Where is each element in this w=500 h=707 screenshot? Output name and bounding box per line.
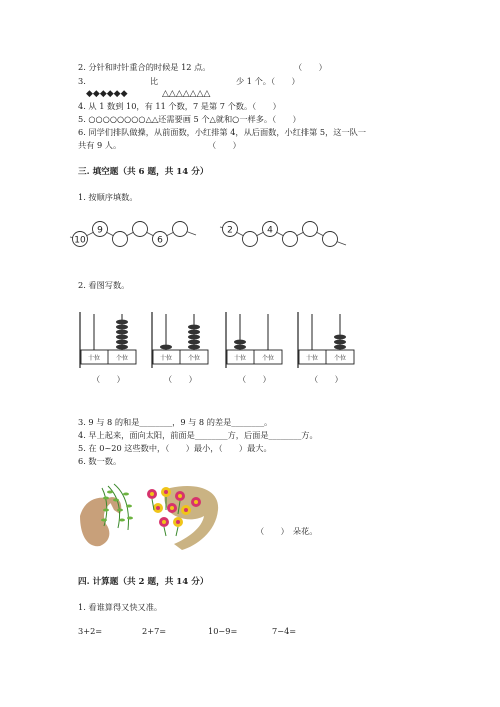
tens-label: 十位	[159, 355, 173, 362]
question-3-number: 3.	[78, 76, 86, 86]
chain-number: 9	[97, 225, 103, 236]
abacus-bead	[116, 330, 128, 335]
fill-question-5: 5. 在 0~20 这些数中，（ ）最小，（ ）最大。	[78, 443, 272, 453]
tens-label: 十位	[87, 355, 101, 362]
tens-label: 十位	[305, 355, 319, 362]
abacus-bead	[234, 340, 246, 345]
abacus-bead	[334, 345, 346, 350]
diamonds-row: ◆◆◆◆◆◆	[86, 89, 128, 99]
ones-label: 个位	[115, 355, 129, 362]
number-chain-1	[70, 215, 210, 255]
chain-circle[interactable]	[243, 232, 258, 247]
calc-question-1: 1. 看谁算得又快又准。	[78, 602, 163, 612]
abacus-bead	[160, 345, 172, 350]
chain-circle	[93, 222, 108, 237]
abacus-4	[298, 310, 354, 368]
abacus-answer-1[interactable]: （ ）	[92, 374, 125, 384]
abacus-bead	[116, 320, 128, 325]
flower-count-answer[interactable]: （ ） 朵花。	[256, 526, 318, 536]
chain-circle	[73, 232, 88, 247]
chain-circle[interactable]	[133, 222, 148, 237]
section-4-title: 四. 计算题（共 2 题，共 14 分）	[78, 577, 209, 587]
question-6-line1: 6. 同学们排队做操，从前面数，小红排第 4，从后面数，小红排第 5，这一队一	[78, 127, 367, 137]
abacus-bead	[334, 335, 346, 340]
abacus-bead	[188, 345, 200, 350]
abacus-3	[226, 310, 282, 368]
fill-question-1: 1. 按顺序填数。	[78, 192, 138, 202]
abacus-bead	[334, 340, 346, 345]
chain-circle[interactable]	[283, 232, 298, 247]
abacus-bead	[188, 325, 200, 330]
chain-circle	[153, 232, 168, 247]
question-3-tail: 少 1 个。（ ）	[236, 76, 300, 86]
fill-question-6: 6. 数一数。	[78, 456, 122, 466]
ones-label: 个位	[187, 355, 201, 362]
abacus-bead	[188, 330, 200, 335]
question-3-bi: 比	[150, 76, 159, 86]
abacus-answer-2[interactable]: （ ）	[164, 374, 197, 384]
chain-circle[interactable]	[303, 222, 318, 237]
answer-paren[interactable]: （ ）	[208, 140, 241, 150]
abacus-bead	[116, 345, 128, 350]
question-5-text: 5. ○○○○○○○○△△还需要画 5 个△就和○一样多。（ ）	[78, 114, 301, 124]
abacus-bead	[116, 340, 128, 345]
abacus-bead	[188, 335, 200, 340]
sum-1: 3+2=	[78, 626, 103, 636]
abacus-1	[80, 310, 136, 368]
tens-label: 十位	[233, 355, 247, 362]
triangles-row: △△△△△△△	[162, 89, 211, 99]
answer-paren[interactable]: （ ）	[294, 62, 327, 72]
chain-circle	[263, 222, 278, 237]
chain-circle[interactable]	[173, 222, 188, 237]
abacus-bead	[116, 335, 128, 340]
ones-label: 个位	[261, 355, 275, 362]
abacus-bead	[234, 345, 246, 350]
fill-question-4: 4. 早上起来，面向太阳，前面是________方，后面是________方。	[78, 430, 318, 440]
question-2-text: 2. 分针和时针重合的时候是 12 点。	[78, 62, 211, 72]
fill-question-2: 2. 看图写数。	[78, 280, 130, 290]
sum-4: 7−4=	[272, 626, 297, 636]
chain-number: 4	[267, 225, 273, 236]
number-chain-2	[220, 215, 360, 255]
question-4-text: 4. 从 1 数到 10，有 11 个数，7 是第 7 个数。（ ）	[78, 101, 281, 111]
abacus-answer-3[interactable]: （ ）	[238, 374, 271, 384]
section-3-title: 三. 填空题（共 6 题，共 14 分）	[78, 167, 209, 177]
ones-label: 个位	[333, 355, 347, 362]
chain-circle[interactable]	[323, 232, 338, 247]
chain-number: 10	[74, 235, 86, 246]
chain-circle[interactable]	[113, 232, 128, 247]
chain-number: 2	[227, 225, 233, 236]
abacus-2	[152, 310, 208, 368]
abacus-answer-4[interactable]: （ ）	[310, 374, 343, 384]
abacus-bead	[116, 325, 128, 330]
chain-number: 6	[157, 235, 163, 246]
question-6-line2: 共有 9 人。	[78, 140, 122, 150]
fill-question-3: 3. 9 与 8 的和是________，9 与 8 的差是________。	[78, 417, 273, 427]
chain-circle	[223, 222, 238, 237]
sum-3: 10−9=	[208, 626, 238, 636]
abacus-bead	[188, 340, 200, 345]
sum-2: 2+7=	[142, 626, 167, 636]
flowers-picture	[78, 480, 228, 550]
